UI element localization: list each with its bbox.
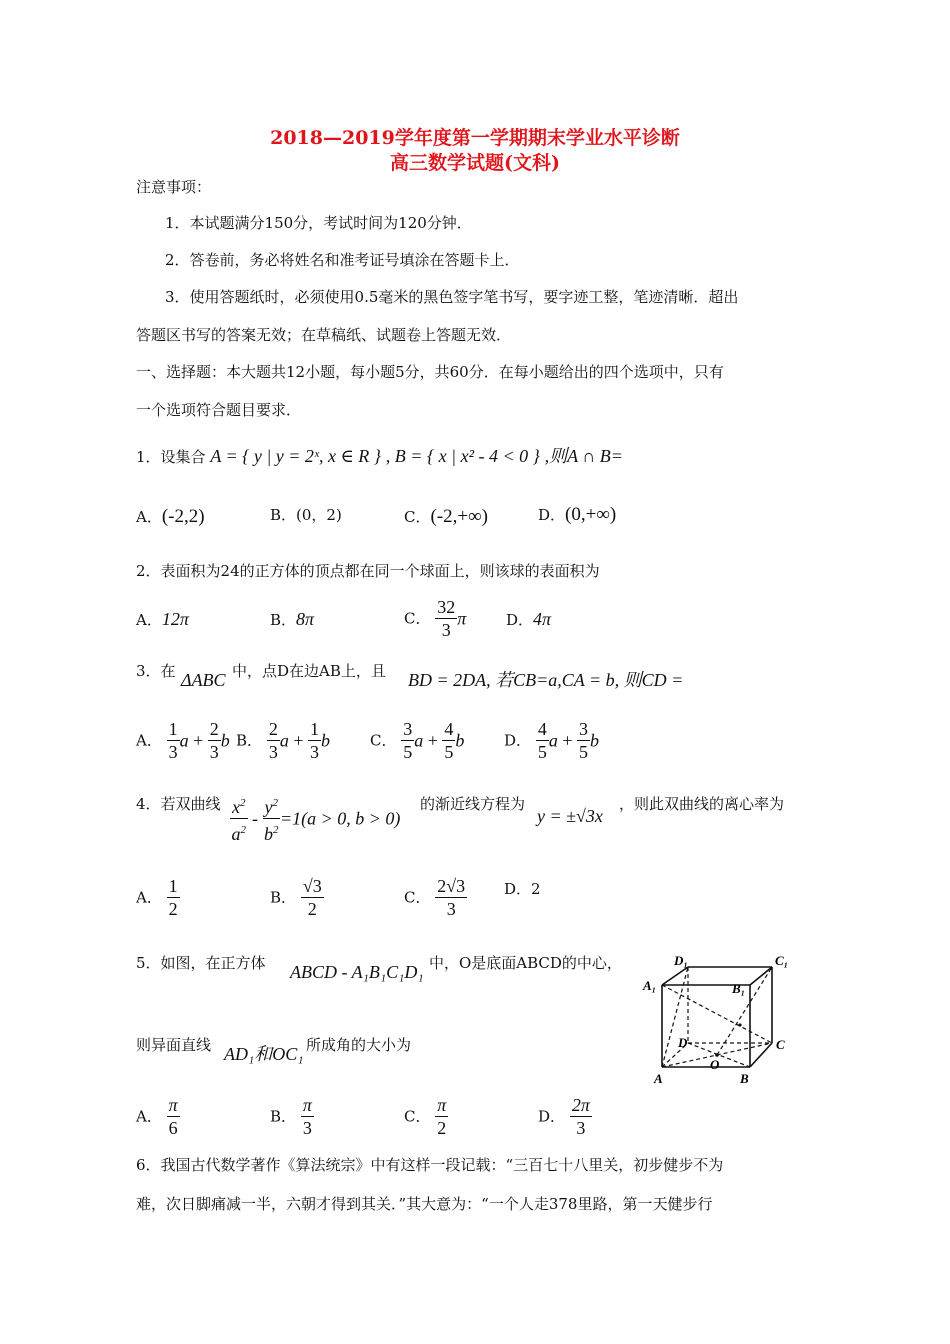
q5-option-a: A． $\frac{\pi}{6}$ xyxy=(136,1095,178,1138)
exam-subtitle: 高三数学试题(文科) xyxy=(390,152,560,174)
notes-heading: 注意事项： xyxy=(136,178,212,196)
q2-option-d: D．4π xyxy=(506,609,552,629)
q3-option-a: A． $\frac{1}{3}$ a + $\frac{2}{3}$ b xyxy=(136,719,230,762)
q3-mid: 中，点D在边AB上，且 xyxy=(232,662,386,680)
note-3-cont: 答题区书写的答案无效；在草稿纸、试题卷上答题无效． xyxy=(136,326,512,344)
cube-label-c: C xyxy=(776,1037,785,1052)
question-3: 3．在 xyxy=(136,662,176,680)
q4-option-b: B． $\frac{√3}{2}$ xyxy=(270,876,322,919)
q4-equation: $\frac{x^2}{a^2}$ - $\frac{y^2}{b^2}$ =1(a > 0, b > 0) xyxy=(230,792,400,845)
q2-option-c: C． $\frac{32}{3}$ π xyxy=(404,597,467,640)
q1-ask: ,则A ∩ B= xyxy=(544,446,623,466)
q5-prefix: 5．如图，在正方体 xyxy=(136,954,266,972)
cube-label-a1: A₁ xyxy=(643,978,657,993)
question-2: 2．表面积为24的正方体的顶点都在同一个球面上，则该球的表面积为 xyxy=(136,562,600,580)
cube-label-o: O xyxy=(710,1057,720,1072)
q2-option-b: B．8π xyxy=(270,609,315,629)
q3-option-c: C． $\frac{3}{5}$ a + $\frac{4}{5}$ b xyxy=(370,719,465,762)
q2-option-a: A．12π xyxy=(136,609,189,629)
q1-prefix: 1．设集合 xyxy=(136,448,206,466)
q3-triangle: ΔABC xyxy=(181,670,226,690)
cube-label-c1: C₁ xyxy=(775,955,789,968)
q1-option-d: D．(0,+∞) xyxy=(538,504,617,525)
q4-option-c: C． $\frac{2√3}{3}$ xyxy=(404,876,466,919)
q1-option-c: C．(-2,+∞) xyxy=(404,506,488,527)
q4-option-d: D．2 xyxy=(504,880,541,898)
cube-label-d1: D₁ xyxy=(674,955,688,968)
q1-set-b: , B = { x | x² - 4 < 0 } xyxy=(385,446,540,466)
note-3: 3．使用答题纸时，必须使用0.5毫米的黑色签字笔书写，要字迹工整，笔迹清晰．超出 xyxy=(165,288,739,306)
q4-suffix: ，则此双曲线的离心率为 xyxy=(619,795,785,813)
question-1 xyxy=(136,446,623,467)
note-2: 2．答卷前，务必将姓名和准考证号填涂在答题卡上． xyxy=(165,251,520,269)
exam-title: 2018—2019学年度第一学期期末学业水平诊断 xyxy=(270,127,680,149)
q4-prefix: 4．若双曲线 xyxy=(136,795,221,813)
cube-label-d: D xyxy=(678,1035,688,1050)
cube-figure xyxy=(640,955,800,1090)
q5-lines: AD₁和OC₁ xyxy=(224,1044,304,1064)
note-1: 1．本试题满分150分，考试时间为120分钟． xyxy=(165,214,472,232)
q4-asymptote: y = ±√3x xyxy=(537,806,603,826)
q1-option-b: B．(0，2) xyxy=(270,506,342,524)
q3-condition: BD = 2DA, 若CB=a,CA = b, 则CD = xyxy=(408,670,684,690)
q4-mid: 的渐近线方程为 xyxy=(420,795,526,813)
q5-suffix: 中，O是底面ABCD的中心， xyxy=(429,954,622,972)
q5-cube: ABCD - A₁B₁C₁D₁ xyxy=(290,962,424,982)
q5-option-c: C． $\frac{\pi}{2}$ xyxy=(404,1095,447,1138)
q5-line2-prefix: 则异面直线 xyxy=(136,1036,212,1054)
q1-option-a: A．(-2,2) xyxy=(136,506,205,527)
section1-intro: 一、选择题：本大题共12小题，每小题5分，共60分．在每小题给出的四个选项中，只有 xyxy=(136,363,724,381)
q3-option-d: D． $\frac{4}{5}$ a + $\frac{3}{5}$ b xyxy=(504,719,599,762)
q5-option-b: B． $\frac{\pi}{3}$ xyxy=(270,1095,312,1138)
q3-option-b: B． $\frac{2}{3}$ a + $\frac{1}{3}$ b xyxy=(236,719,330,762)
q4-option-a: A． $\frac{1}{2}$ xyxy=(136,876,178,919)
section1-intro-cont: 一个选项符合题目要求． xyxy=(136,401,302,419)
q5-line2-suffix: 所成角的大小为 xyxy=(306,1036,412,1054)
cube-label-b1: B₁ xyxy=(732,981,746,996)
question-6-line1: 6．我国古代数学著作《算法统宗》中有这样一段记载：“三百七十八里关，初步健步不为 xyxy=(136,1156,724,1174)
q5-option-d: D． $\frac{2\pi}{3}$ xyxy=(538,1095,590,1138)
question-6-line2: 难，次日脚痛减一半，六朝才得到其关．”其大意为：“一个人走378里路，第一天健步行 xyxy=(136,1195,713,1213)
q1-set-a: A = { y | y = 2ˣ, x ∈ R } xyxy=(210,446,382,466)
cube-label-b: B xyxy=(740,1071,749,1086)
cube-label-a: A xyxy=(654,1071,663,1086)
